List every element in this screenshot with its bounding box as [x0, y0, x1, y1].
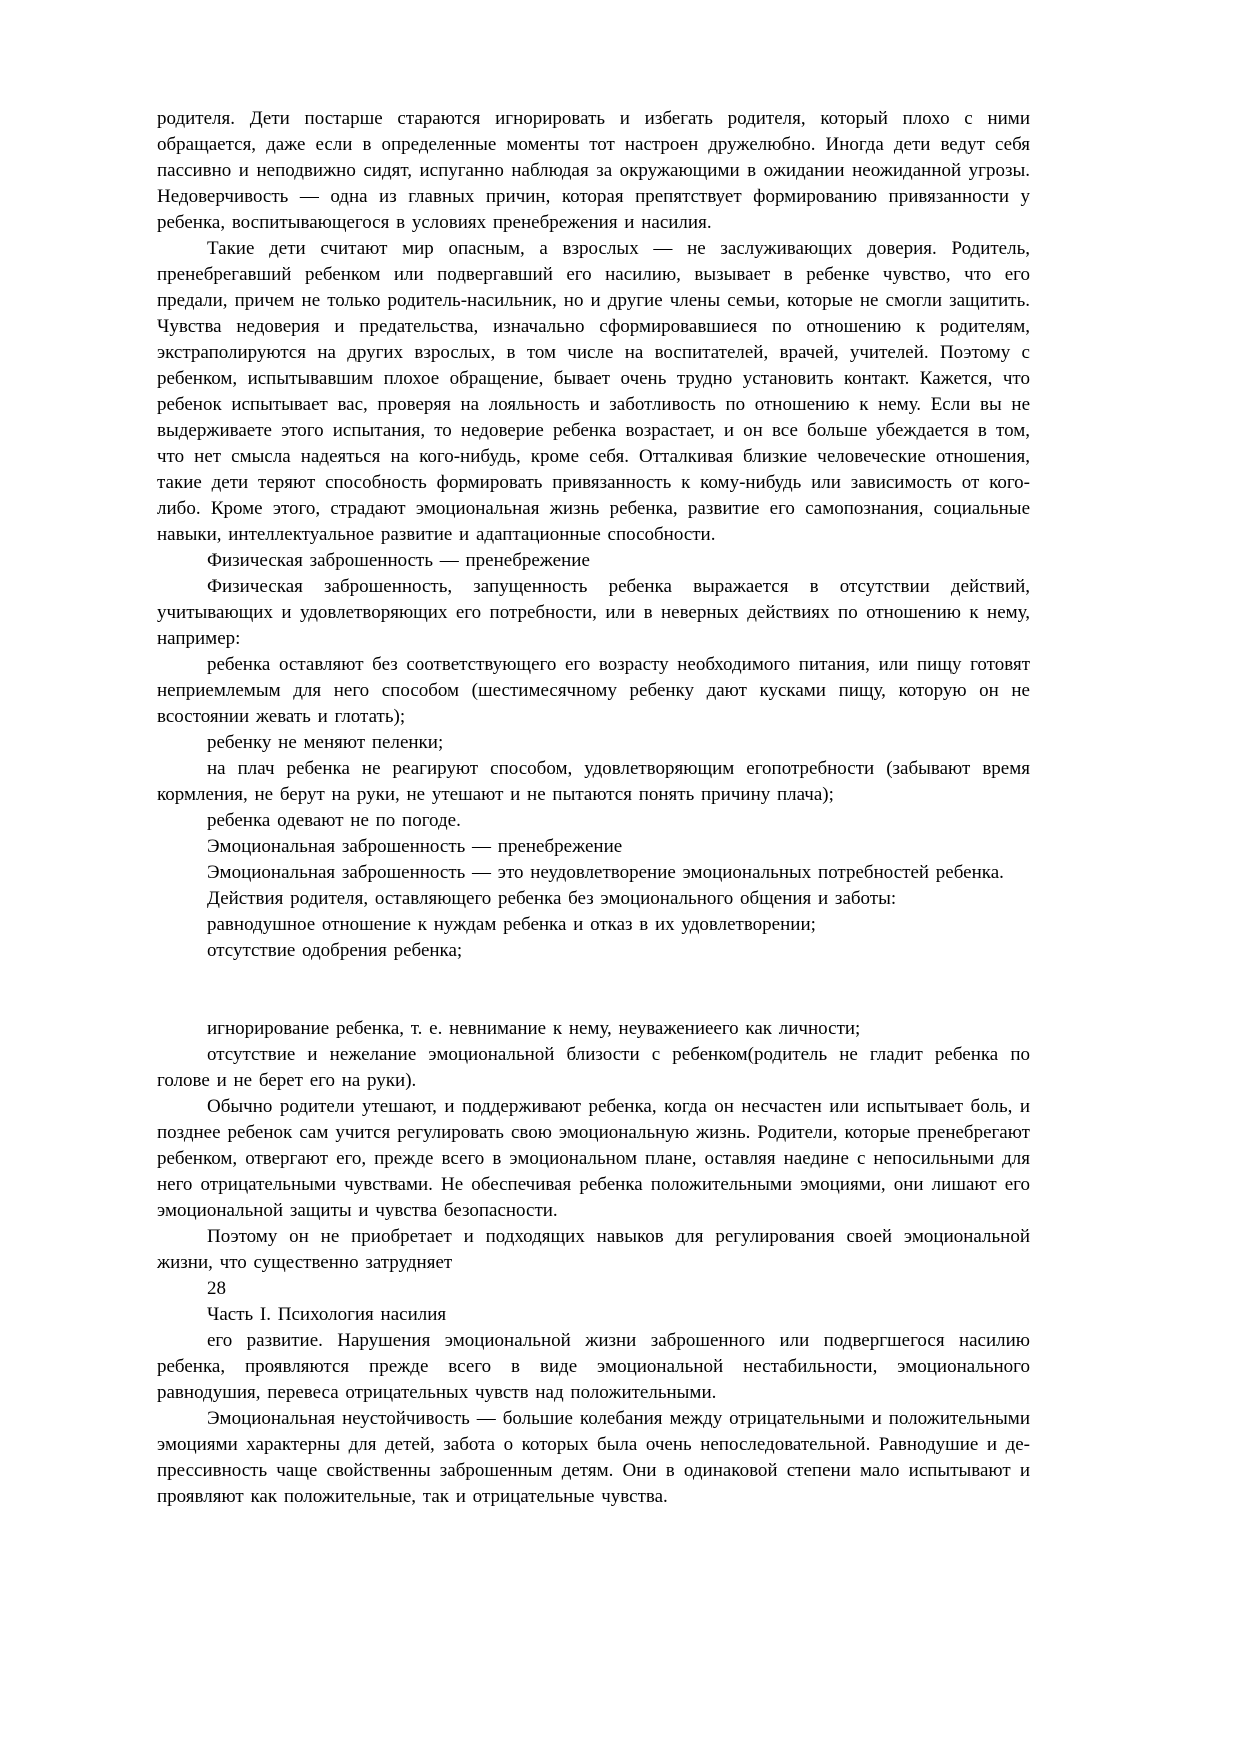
paragraph: Обычно родители утешают, и поддерживают ребенка, когда он несчастен или испытывает боль, и позднее ребенок сам учится регулировать свою эмоциональную жизнь. Родители, которые пренебрегают ребенком, отвергают его, прежде всего в эмоциональном плане, оставляя наедине с непосильными для него отрицательными чувствами. Не обеспечивая ребенка положительными эмоциями, они лишают его эмоциональной защиты и чувства безопасности.: [157, 1096, 1030, 1221]
section-heading: Эмоциональная заброшенность — пренебрежение: [207, 836, 623, 857]
list-item: равнодушное отношение к нуждам ребенка и отказ в их удовлетворении;: [207, 914, 816, 935]
paragraph: Физическая заброшенность, запущенность ребенка выражается в отсутствии действий, учитывающих и удовлетворяющих его потребности, или в неверных действиях по отношению к нему, например:: [157, 576, 1030, 649]
section-heading: Физическая заброшенность — пренебрежение: [207, 550, 590, 571]
list-item: ребенку не меняют пеленки;: [207, 732, 444, 753]
list-item: ребенка одевают не по погоде.: [207, 810, 461, 831]
list-item: ребенка оставляют без соответствующего его возрасту необходимого питания, или пищу готовят неприемлемым для него способом (шестимесячному ребенку дают кусками пищу, которую он не всостоянии жевать и глотать);: [157, 654, 1030, 727]
paragraph: Действия родителя, оставляющего ребенка без эмоционального общения и заботы:: [207, 888, 897, 909]
running-title: Часть I. Психология насилия: [207, 1304, 447, 1325]
list-item: на плач ребенка не реагируют способом, удовлетворяющим егопотребности (забывают время кормления, не берут на руки, не утешают и не пытаются понять причину плача);: [157, 758, 1030, 805]
list-item: отсутствие и нежелание эмоциональной близости с ребенком(родитель не гладит ребенка по голове и не берет его на руки).: [157, 1044, 1030, 1091]
paragraph: Эмоциональная заброшенность — это неудовлетворение эмоциональных потребностей ребенка.: [207, 862, 1004, 883]
paragraph: Поэтому он не приобретает и подходящих навыков для регулирования своей эмоциональной жизни, что существенно затрудняет: [157, 1226, 1030, 1273]
page-number: 28: [207, 1278, 226, 1299]
document-page: [157, 106, 1030, 1510]
list-item: отсутствие одобрения ребенка;: [207, 940, 463, 961]
paragraph: Эмоциональная неустойчивость — большие колебания между отрицательными и положительными эмоциями характерны для детей, забота о которых была очень непоследовательной. Равнодушие и де-прессивность чаще свойственны заброшенным детям. Они в одинаковой степени мало испытывают и проявляют как положительные, так и отрицательные чувства.: [157, 1408, 1030, 1507]
list-item: игнорирование ребенка, т. е. невнимание к нему, неуважениеего как личности;: [207, 1018, 861, 1039]
paragraph: Такие дети считают мир опасным, а взрослых — не заслуживающих доверия. Родитель, пренебрегавший ребенком или подвергавший его насилию, вызывает в ребенке чувство, что его предали, причем не только родитель-насильник, но и другие члены семьи, которые не смогли защитить. Чувства недоверия и предательства, изначально сформировавшиеся по отношению к родителям, экстраполируются на других взрослых, в том числе на воспитателей, врачей, учителей. Поэтому с ребенком, испытывавшим плохое обращение, бывает очень трудно установить контакт. Кажется, что ребенок испытывает вас, проверяя на лояльность и заботливость по отношению к нему. Если вы не выдерживаете этого испытания, то недоверие ребенка возрастает, и он все больше убеждается в том, что нет смысла надеяться на кого-нибудь, кроме себя. Отталкивая близкие человеческие отношения, такие дети теряют способность формировать привязанность к кому-нибудь или зависимость от кого-либо. Кроме этого, страдают эмоциональная жизнь ребенка, развитие его самопознания, социальные навыки, интеллектуальное развитие и адаптационные способности.: [157, 238, 1030, 545]
paragraph: его развитие. Нарушения эмоциональной жизни заброшенного или подвергшегося насилию ребенка, проявляются прежде всего в виде эмоциональной нестабильности, эмоционального равнодушия, перевеса отрицательных чувств над положительными.: [157, 1330, 1030, 1403]
paragraph: родителя. Дети постарше стараются игнорировать и избегать родителя, который плохо с ними обращается, даже если в определенные моменты тот настроен дружелюбно. Иногда дети ведут себя пассивно и неподвижно сидят, испуганно наблюдая за окружающими в ожидании неожиданной угрозы. Недоверчивость — одна из главных причин, которая препятствует формированию привязанности у ребенка, воспитывающегося в условиях пренебрежения и насилия.: [157, 108, 1030, 233]
